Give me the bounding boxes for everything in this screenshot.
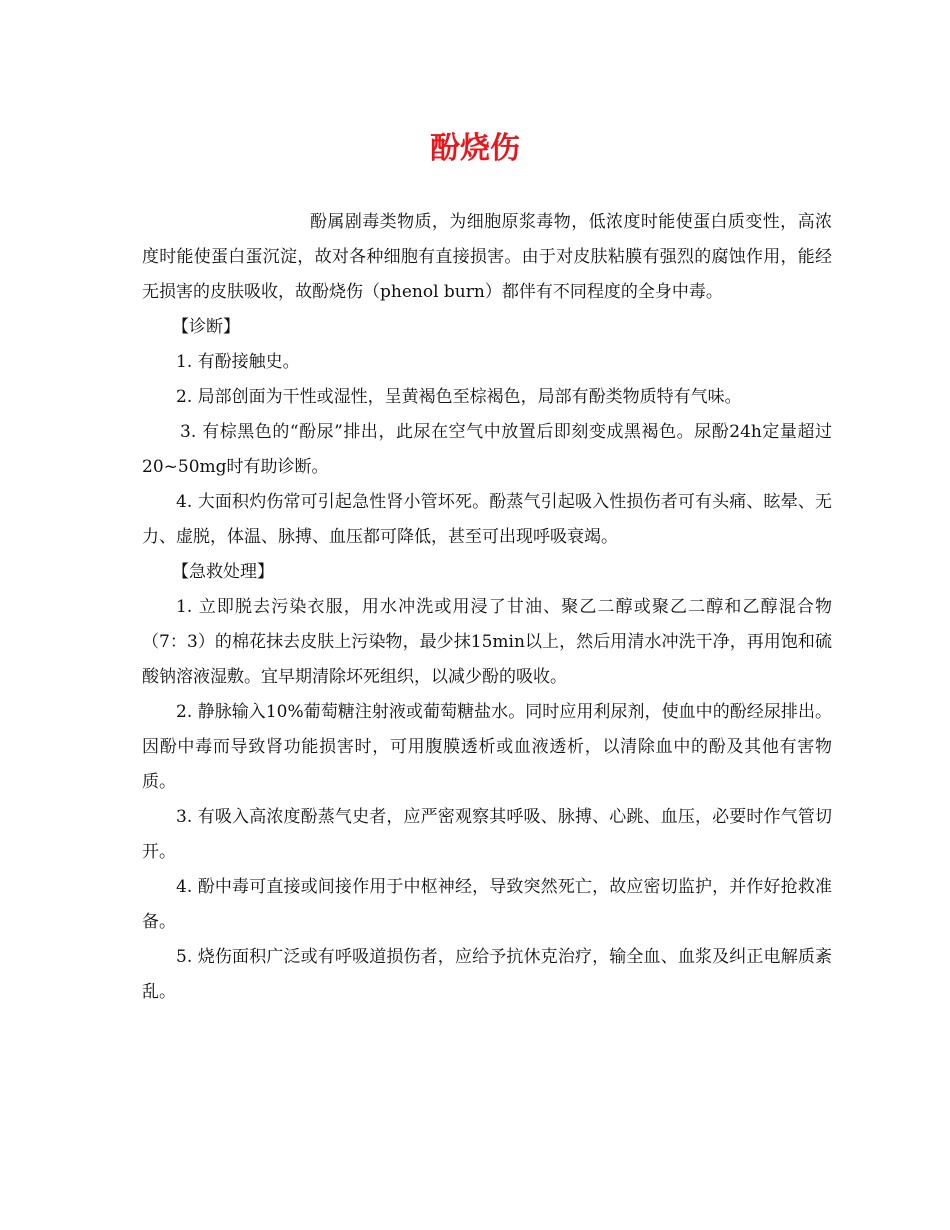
treatment-item: 2. 静脉输入10%葡萄糖注射液或葡萄糖盐水。同时应用利尿剂，使血中的酚经尿排出。因酚中毒而导致肾功能损害时，可用腹膜透析或血液透析，以清除血中的酚及其他有害物质。	[142, 702, 832, 792]
treatment-item: 5. 烧伤面积广泛或有呼吸道损伤者，应给予抗休克治疗，输全血、血浆及纠正电解质紊乱。	[142, 947, 832, 1002]
diagnosis-heading: 【诊断】	[172, 317, 240, 337]
diagnosis-item: 4. 大面积灼伤常可引起急性肾小管坏死。酚蒸气引起吸入性损伤者可有头痛、眩晕、无力、虚脱，体温、脉搏、血压都可降低，甚至可出现呼吸衰竭。	[142, 492, 832, 547]
diagnosis-item: 3. 有棕黑色的“酚尿”排出，此尿在空气中放置后即刻变成黑褐色。尿酚24h定量超过20~50mg时有助诊断。	[142, 422, 832, 477]
document-title: 酚烧伤	[430, 131, 520, 166]
diagnosis-item: 1. 有酚接触史。	[176, 352, 300, 372]
document-body	[142, 205, 832, 1010]
diagnosis-item: 2. 局部创面为干性或湿性，呈黄褐色至棕褐色，局部有酚类物质特有气味。	[176, 387, 742, 407]
intro-paragraph: 酚属剧毒类物质，为细胞原浆毒物，低浓度时能使蛋白质变性，高浓度时能使蛋白蛋沉淀，故对各种细胞有直接损害。由于对皮肤粘膜有强烈的腐蚀作用，能经无损害的皮肤吸收，故酚烧伤（phenol burn）都伴有不同程度的全身中毒。	[142, 212, 832, 302]
treatment-heading: 【急救处理】	[172, 562, 274, 582]
treatment-item: 3. 有吸入高浓度酚蒸气史者，应严密观察其呼吸、脉搏、心跳、血压，必要时作气管切开。	[142, 807, 832, 862]
treatment-item: 4. 酚中毒可直接或间接作用于中枢神经，导致突然死亡，故应密切监护，并作好抢救准备。	[142, 877, 832, 932]
treatment-item: 1. 立即脱去污染衣服，用水冲洗或用浸了甘油、聚乙二醇或聚乙二醇和乙醇混合物（7：3）的棉花抹去皮肤上污染物，最少抹15min以上，然后用清水冲洗干净，再用饱和硫酸钠溶液湿敷。宜早期清除坏死组织，以减少酚的吸收。	[142, 597, 832, 687]
